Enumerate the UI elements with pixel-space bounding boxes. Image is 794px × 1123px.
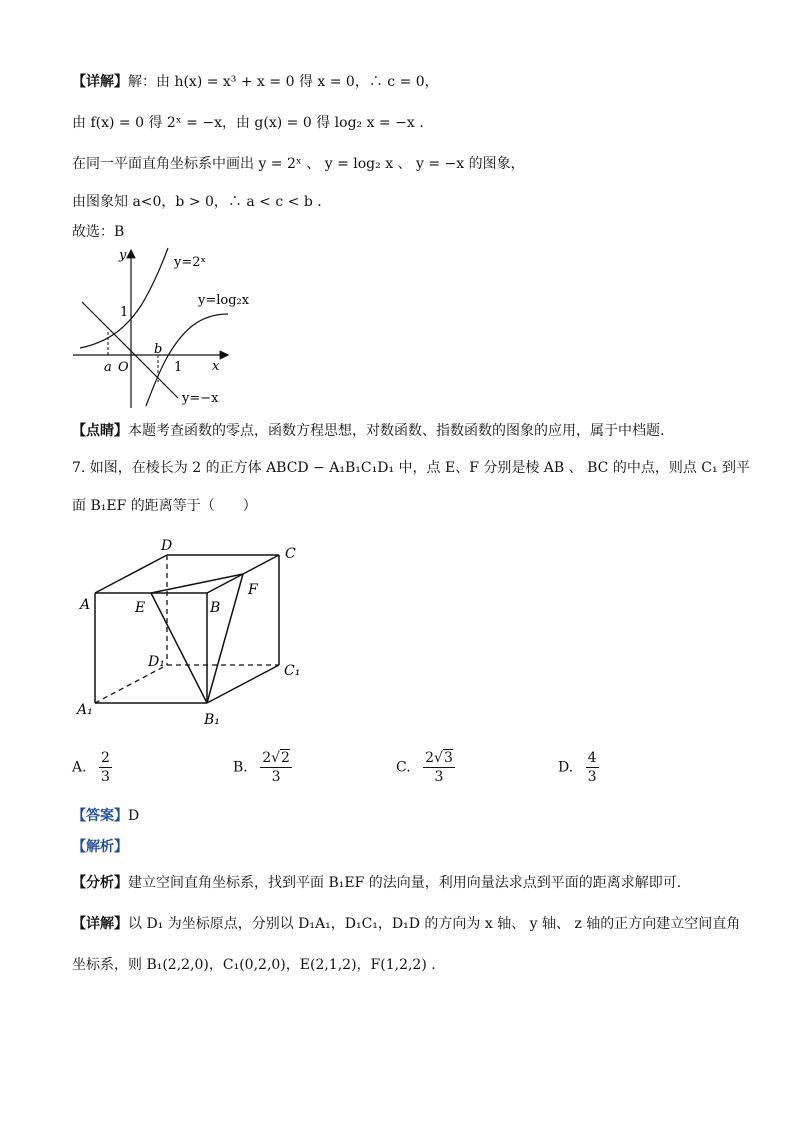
- neg-x-line: [82, 302, 178, 398]
- detail-line-4: 由图象知 a<0，b > 0，∴ a < c < b .: [72, 194, 322, 210]
- function-graph: [70, 244, 250, 412]
- one-x-label: 1: [174, 360, 183, 375]
- option-d-fraction: [586, 749, 599, 786]
- option-b-fraction: [260, 749, 292, 786]
- vertex-C1: C₁: [284, 663, 301, 679]
- vertex-B1: B₁: [204, 712, 220, 728]
- question-7-line-1: 7. 如图，在棱长为 2 的正方体 ABCD − A₁B₁C₁D₁ 中，点 E、F 分别是棱 AB 、 BC 的中点，则点 C₁ 到平: [72, 460, 751, 476]
- answer-value: D: [128, 808, 140, 824]
- vertex-D1: D₁: [148, 654, 165, 670]
- vertex-E: E: [135, 600, 146, 616]
- option-a-letter: A.: [72, 759, 87, 776]
- analysis-label: 【解析】: [72, 839, 128, 855]
- option-b-letter: B.: [233, 759, 248, 776]
- answer-line: [72, 806, 139, 826]
- log-label: y=log₂x: [198, 293, 250, 308]
- option-b[interactable]: [233, 749, 292, 786]
- detail2-line-1: [72, 914, 740, 934]
- b-label: b: [154, 342, 163, 357]
- option-c-fraction: [423, 749, 455, 786]
- vertex-F: F: [248, 582, 258, 598]
- exp-curve: [80, 248, 168, 348]
- conclusion-line: 故选：B: [72, 224, 125, 240]
- option-c-coef: 2: [425, 750, 435, 766]
- analysis-heading: [72, 837, 128, 857]
- one-y-label: 1: [120, 305, 129, 320]
- detail-text: 解：由 h(x) = x³ + x = 0 得 x = 0，∴ c = 0，: [128, 74, 439, 90]
- option-c-letter: C.: [396, 759, 411, 776]
- option-d[interactable]: [558, 749, 599, 786]
- y-axis-label: y: [119, 248, 127, 263]
- question-7-line-2: 面 B₁EF 的距离等于（ ）: [72, 498, 257, 514]
- option-a[interactable]: [72, 749, 112, 786]
- option-d-numerator: 4: [587, 750, 597, 766]
- analysis-line: [72, 873, 681, 893]
- comment-label: 【点睛】: [72, 423, 128, 439]
- option-d-letter: D.: [558, 759, 574, 776]
- comment-text: 本题考查函数的零点，函数方程思想，对数函数、指数函数的图象的应用，属于中档题.: [128, 423, 665, 439]
- vertex-A: A: [80, 597, 91, 613]
- a-label: a: [104, 360, 112, 375]
- detail2-text: 以 D₁ 为坐标原点，分别以 D₁A₁，D₁C₁，D₁D 的方向为 x 轴、 y 轴、 z 轴的正方向建立空间直角: [128, 916, 741, 932]
- option-c-radicand: 3: [443, 750, 453, 766]
- option-a-numerator: 2: [101, 750, 110, 766]
- option-c-numerator: 2√3: [425, 750, 453, 766]
- option-d-denominator: 3: [587, 769, 597, 785]
- detail-line-3: 在同一平面直角坐标系中画出 y = 2ˣ 、 y = log₂ x 、 y = −x 的图象，: [72, 156, 525, 172]
- cube-figure: [72, 535, 312, 731]
- option-b-denominator: 3: [271, 769, 281, 785]
- option-a-fraction: [99, 749, 112, 786]
- vertex-D: D: [161, 538, 173, 554]
- comment-line: [72, 421, 664, 441]
- detail2-label: 【详解】: [72, 916, 128, 932]
- detail-line-1: [72, 72, 439, 92]
- neg-x-label: y=−x: [182, 391, 219, 406]
- detail-label: 【详解】: [72, 74, 128, 90]
- detail-line-2: 由 f(x) = 0 得 2ˣ = −x，由 g(x) = 0 得 log₂ x = −x .: [72, 115, 424, 131]
- exp-label: y=2ˣ: [174, 255, 207, 270]
- option-c-denominator: 3: [434, 769, 444, 785]
- option-b-coef: 2: [262, 750, 272, 766]
- option-b-numerator: 2√2: [262, 750, 290, 766]
- option-c[interactable]: [396, 749, 455, 786]
- vertex-A1: A₁: [77, 702, 93, 718]
- detail2-line-2: 坐标系，则 B₁(2,2,0)，C₁(0,2,0)，E(2,1,2)，F(1,2,2) .: [72, 957, 436, 973]
- vertex-C: C: [285, 546, 296, 562]
- option-b-radicand: 2: [281, 750, 290, 766]
- vertex-B: B: [210, 600, 221, 616]
- option-a-denominator: 3: [101, 769, 110, 785]
- answer-label: 【答案】: [72, 808, 128, 824]
- analysis-text: 建立空间直角坐标系，找到平面 B₁EF 的法向量，利用向量法求点到平面的距离求解即可.: [128, 875, 682, 891]
- analysis-sub-label: 【分析】: [72, 875, 128, 891]
- origin-label: O: [118, 360, 129, 375]
- x-axis-label: x: [212, 359, 220, 374]
